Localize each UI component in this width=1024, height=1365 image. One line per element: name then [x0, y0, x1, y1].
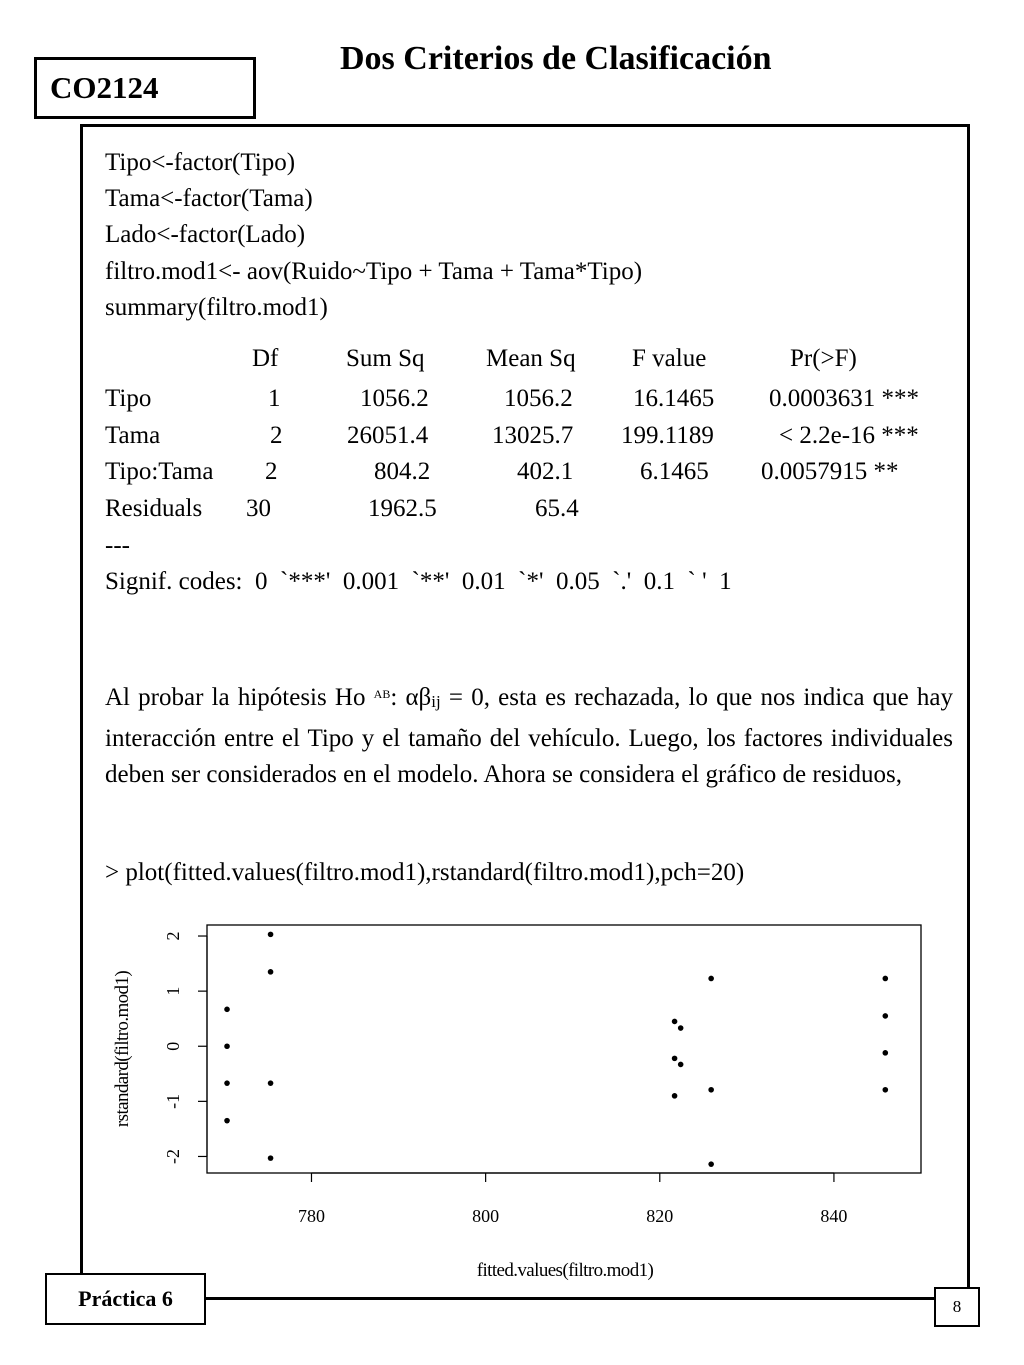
anova-separator: ---	[105, 532, 130, 559]
anova-fvalue: 16.1465	[633, 385, 715, 412]
anova-meansq: 402.1	[517, 458, 574, 485]
anova-header-meansq: Mean Sq	[486, 345, 576, 372]
x-tick-label: 840	[820, 1206, 848, 1226]
y-tick-label: 1	[163, 986, 183, 996]
anova-sumsq: 804.2	[374, 458, 431, 485]
anova-meansq: 13025.7	[492, 422, 574, 449]
anova-term: Tipo	[105, 385, 152, 412]
x-tick-label: 820	[646, 1206, 674, 1226]
x-axis-label: fitted.values(filtro.mod1)	[476, 1260, 654, 1281]
anova-pvalue: 0.0057915 **	[761, 458, 899, 485]
anova-header-sumsq: Sum Sq	[346, 345, 425, 372]
code-line: Tama<-factor(Tama)	[105, 185, 313, 212]
anova-pvalue: < 2.2e-16 ***	[779, 422, 919, 449]
anova-header-df: Df	[252, 345, 279, 372]
anova-term: Tama	[105, 422, 161, 449]
anova-meansq: 65.4	[535, 495, 579, 522]
code-line: Tipo<-factor(Tipo)	[105, 149, 296, 176]
x-tick-label: 800	[472, 1206, 500, 1226]
paragraph-text: : αβ	[390, 684, 432, 711]
anova-term: Tipo:Tama	[105, 458, 214, 485]
anova-df: 2	[265, 458, 278, 485]
x-tick-label: 780	[297, 1206, 325, 1226]
anova-sumsq: 1962.5	[368, 495, 437, 522]
anova-df: 2	[270, 422, 283, 449]
anova-sumsq: 1056.2	[360, 385, 429, 412]
y-tick-label: 0	[163, 1041, 183, 1051]
plot-command: > plot(fitted.values(filtro.mod1),rstandard(filtro.mod1),pch=20)	[105, 859, 745, 886]
anova-sumsq: 26051.4	[347, 422, 429, 449]
y-tick-label: -2	[163, 1148, 183, 1164]
anova-fvalue: 199.1189	[621, 422, 714, 449]
paragraph-subscript: ij	[431, 692, 441, 711]
y-tick-label: 2	[163, 931, 183, 941]
anova-term: Residuals	[105, 495, 203, 522]
y-axis-label: rstandard(filtro.mod1)	[112, 970, 133, 1128]
anova-header-pvalue: Pr(>F)	[790, 345, 857, 372]
code-line: filtro.mod1<- aov(Ruido~Tipo + Tama + Tama*Tipo)	[105, 258, 643, 285]
y-tick-label: -1	[163, 1093, 183, 1109]
paragraph-superscript: AB	[373, 687, 391, 701]
anova-meansq: 1056.2	[504, 385, 573, 412]
page-number: 8	[934, 1287, 980, 1327]
page-title: Dos Criterios de Clasificación	[340, 40, 772, 77]
course-code: CO2124	[34, 57, 256, 119]
paragraph-text: = 0, esta es rechazada, lo que nos indica que hay interacción entre el Tipo y el tamaño del vehículo. Luego, los factores individuales deben ser considerados en el modelo. Ahora se considera el gráfico de residuos,	[105, 684, 953, 788]
interpretation-paragraph	[105, 676, 953, 794]
paragraph-text: Al probar la hipótesis Ho	[105, 684, 374, 711]
anova-fvalue: 6.1465	[640, 458, 709, 485]
anova-pvalue: 0.0003631 ***	[769, 385, 919, 412]
practice-label: Práctica 6	[45, 1273, 206, 1325]
code-line: summary(filtro.mod1)	[105, 294, 328, 321]
anova-df: 30	[246, 495, 271, 522]
signif-codes: Signif. codes: 0 `***' 0.001 `**' 0.01 `*' 0.05 `.' 0.1 ` ' 1	[105, 568, 732, 595]
anova-header-fvalue: F value	[632, 345, 707, 372]
anova-df: 1	[268, 385, 281, 412]
code-line: Lado<-factor(Lado)	[105, 221, 306, 248]
